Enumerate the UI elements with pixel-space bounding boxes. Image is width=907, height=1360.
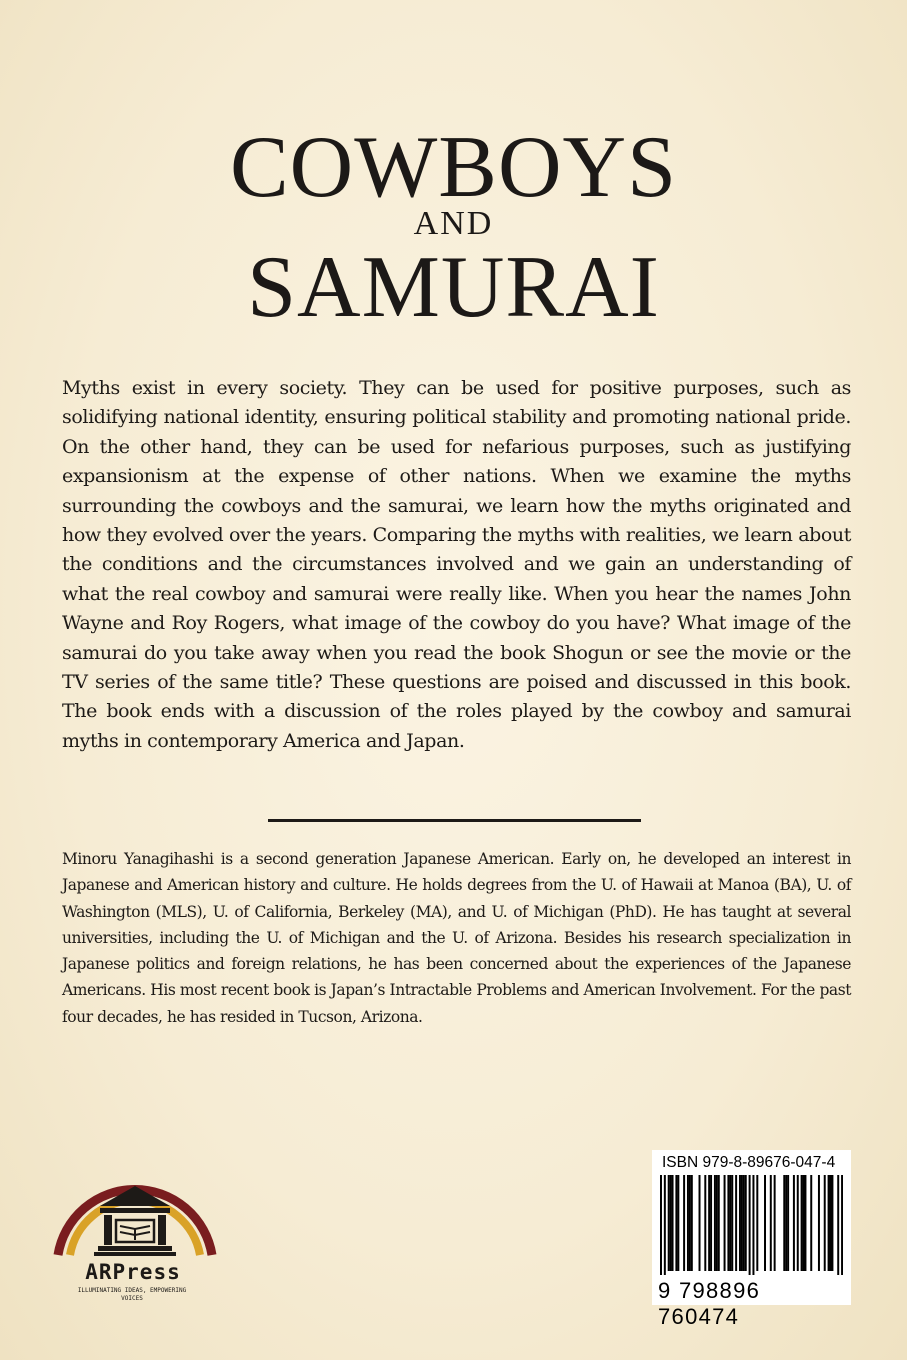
barcode-bar (745, 1175, 747, 1271)
isbn-barcode (652, 1150, 851, 1329)
isbn-label: ISBN 979-8-89676-047-4 (662, 1154, 836, 1171)
barcode-bar (729, 1175, 731, 1271)
barcode-bar (797, 1175, 799, 1271)
barcode-bar (714, 1175, 716, 1271)
barcode-bars (660, 1175, 843, 1275)
publisher-name: ARPress (85, 1260, 181, 1284)
barcode-bar (675, 1175, 677, 1271)
barcode-bar (677, 1175, 679, 1271)
barcode-bar (837, 1175, 839, 1275)
title-samurai: SAMURAI (247, 239, 660, 336)
barcode-bar (824, 1175, 826, 1271)
isbn-digits: 9 798896 760474 (658, 1278, 761, 1329)
title-cowboys: COWBOYS (229, 119, 678, 216)
barcode-bar (770, 1175, 772, 1271)
barcode-bar (787, 1175, 789, 1271)
barcode-bar (660, 1175, 662, 1275)
barcode-bar (739, 1175, 741, 1271)
barcode-bar (810, 1175, 812, 1271)
barcode-bar (752, 1175, 754, 1275)
barcode-bar (731, 1175, 733, 1271)
book-blurb: Myths exist in every society. They can be used for positive purposes, such as solidifying national identity, ensuring political stability and promoting national pride. On the other hand, they can be used for nefarious purposes, such as justifying expansionism at the expense of other nations. When we examine the myths surrounding the cowboys and the samurai, we learn how the myths originated and how they evolved over the years. Comparing the myths with realities, we learn about the conditions and the circumstances involved and we gain an understanding of what the real cowboy and samurai were really like. When you hear the names John Wayne and Roy Rogers, what image of the cowboy do you have? What image of the samurai do you take away when you read the book Shogun or see the movie or the TV series of the same title? These questions are poised and discussed in this book. The book ends with a discussion of the roles played by the cowboy and samurai myths in contemporary America and Japan. (62, 377, 851, 752)
barcode-bar (804, 1175, 806, 1271)
barcode-bar (841, 1175, 843, 1275)
divider-rule (268, 819, 641, 822)
barcode-bar (687, 1175, 689, 1271)
barcode-bar (704, 1175, 706, 1271)
barcode-bar (724, 1175, 726, 1271)
barcode-bar (718, 1175, 720, 1271)
barcode-bar (670, 1175, 672, 1271)
publisher-logo (52, 1150, 222, 1310)
barcode-bar (708, 1175, 710, 1271)
barcode-bar (785, 1175, 787, 1271)
barcode-bar (818, 1175, 820, 1271)
barcode-bar (691, 1175, 693, 1271)
barcode-bar (727, 1175, 729, 1271)
barcode-bar (672, 1175, 674, 1271)
barcode-bar (743, 1175, 745, 1271)
barcode-bar (830, 1175, 832, 1271)
publisher-tagline: ILLUMINATING IDEAS, EMPOWERING VOICES (77, 1287, 187, 1302)
barcode-bar (749, 1175, 751, 1275)
barcode-bar (710, 1175, 712, 1271)
barcode-bar (828, 1175, 830, 1271)
barcode-bar (683, 1175, 685, 1271)
barcode-bar (764, 1175, 766, 1271)
barcode-bar (774, 1175, 776, 1271)
barcode-bar (801, 1175, 803, 1271)
barcode-bar (735, 1175, 737, 1271)
barcode-bar (831, 1175, 833, 1271)
barcode-bar (716, 1175, 718, 1271)
barcode-bar (783, 1175, 785, 1271)
title-and: AND (413, 205, 494, 242)
barcode-bar (741, 1175, 743, 1271)
barcode-bar (756, 1175, 758, 1271)
author-bio: Minoru Yanagihashi is a second generation Japanese American. Early on, he developed an interest in Japanese and American history and culture. He holds degrees from the U. of Hawaii at Manoa (BA), U. of Washington (MLS), U. of California, Berkeley (MA), and U. of Michigan (PhD). He has taught at several universities, including the U. of Michigan and the U. of Arizona. Besides his research specialization in Japanese politics and foreign relations, he has been concerned about the experiences of the Japanese Americans. His most recent book is Japan’s Intractable Problems and American Involvement. For the past four decades, he has resided in Tucson, Arizona. (62, 850, 851, 1026)
barcode-bar (664, 1175, 666, 1275)
barcode-bar (689, 1175, 691, 1271)
barcode-bar (699, 1175, 701, 1271)
barcode-bar (668, 1175, 670, 1271)
barcode-bar (803, 1175, 805, 1271)
barcode-bar (793, 1175, 795, 1271)
